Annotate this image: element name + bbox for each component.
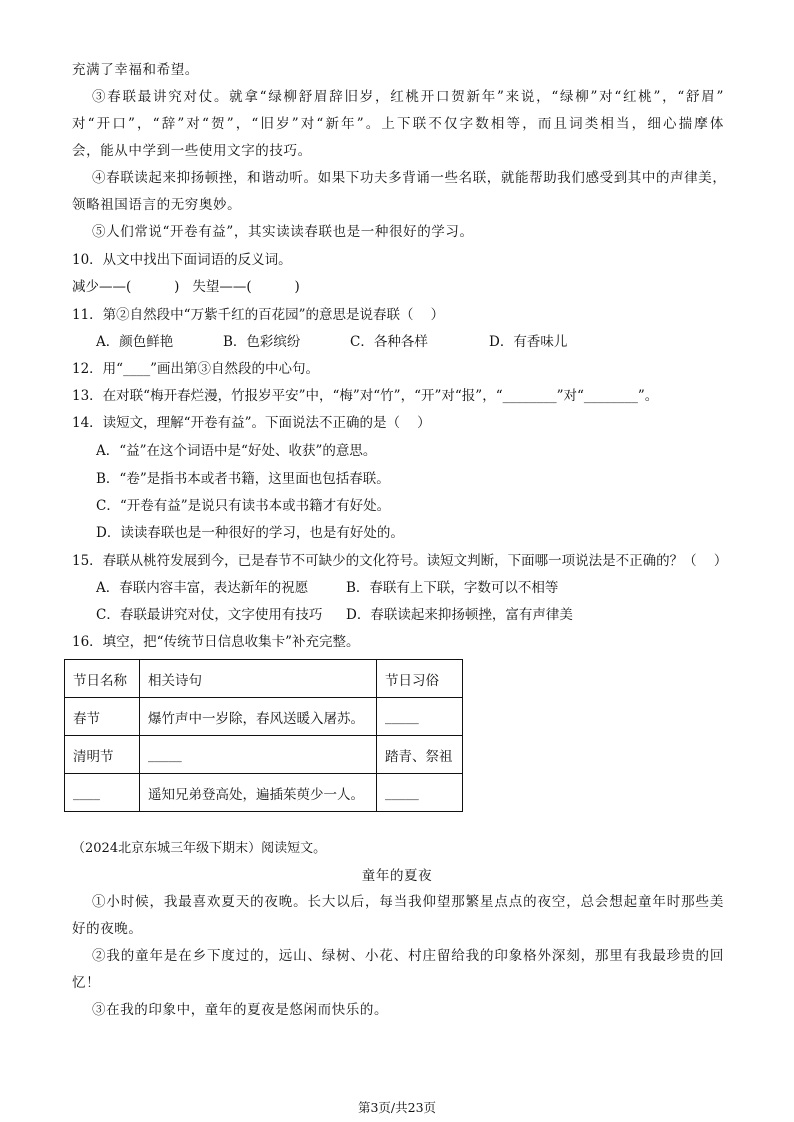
cell-custom: 踏青、祭祖 (377, 736, 463, 774)
cell-poem: 爆竹声中一岁除，春风送暖入屠苏。 (140, 698, 377, 736)
question-12: 12．用“____”画出第③自然段的中心句。 (72, 361, 319, 377)
festival-info-card (64, 659, 463, 812)
question-14-option-b[interactable]: B．“卷”是指书本或者书籍，这里面也包括春联。 (96, 471, 390, 487)
option-c[interactable]: C．春联最讲究对仗，文字使用有技巧 (96, 607, 323, 623)
question-11-options (96, 333, 567, 351)
passage-line: 领略祖国语言的无穷奥妙。 (72, 197, 242, 213)
cell-festival-name: 清明节 (65, 736, 140, 774)
table-row (65, 736, 463, 774)
passage-paragraph-5: ⑤人们常说“开卷有益”，其实读读春联也是一种很好的学习。 (92, 224, 474, 240)
question-10-answer-line: 减少——( ) 失望——( ) (72, 279, 300, 295)
cell-poem-blank[interactable]: _____ (140, 736, 377, 774)
cell-festival-name: 春节 (65, 698, 140, 736)
passage-line: 对“开口”，“辞”对“贺”，“旧岁”对“新年”。上下联不仅字数相等，而且词类相当，细心揣摩体 (72, 116, 724, 132)
question-13: 13．在对联“梅开春烂漫，竹报岁平安”中，“梅”对“竹”，“开”对“报”，“________”对“________”。 (72, 388, 659, 404)
cell-festival-name-blank[interactable]: ____ (65, 774, 140, 812)
option-b[interactable]: B．春联有上下联，字数可以不相等 (346, 580, 559, 596)
option-a[interactable]: A．春联内容丰富，表达新年的祝愿 (96, 580, 309, 596)
header-poem: 相关诗句 (140, 660, 377, 698)
page-footer: 第3页/共23页 (357, 1100, 437, 1115)
passage-line: 好的夜晚。 (72, 921, 143, 937)
question-14: 14．读短文，理解“开卷有益”。下面说法不正确的是（ ） (72, 415, 431, 431)
question-10: 10．从文中找出下面词语的反义词。 (72, 252, 292, 268)
table-header-row (65, 660, 463, 698)
question-14-option-a[interactable]: A．“益”在这个词语中是“好处、收获”的意思。 (96, 443, 377, 459)
question-15-options-row-1 (96, 579, 558, 597)
header-custom: 节日习俗 (377, 660, 463, 698)
passage-paragraph-4: ④春联读起来抑扬顿挫，和谐动听。如果下功夫多背诵一些名联，就能帮助我们感受到其中的声律美， (92, 170, 727, 186)
passage-paragraph-1: ①小时候，我最喜欢夏天的夜晚。长大以后，每当我仰望那繁星点点的夜空，总会想起童年时那些美 (92, 894, 724, 910)
option-b[interactable]: B．色彩缤纷 (223, 334, 301, 350)
option-a[interactable]: A．颜色鲜艳 (96, 334, 174, 350)
question-15-options-row-2 (96, 606, 573, 624)
passage-line: 充满了幸福和希望。 (72, 62, 199, 78)
option-d[interactable]: D．春联读起来抑扬顿挫，富有声律美 (346, 607, 573, 623)
option-d[interactable]: D．有香味儿 (489, 334, 568, 350)
passage-paragraph-2: ②我的童年是在乡下度过的，远山、绿树、小花、村庄留给我的印象格外深刻，那里有我最珍贵的回 (92, 948, 724, 964)
passage-paragraph-3: ③在我的印象中，童年的夏夜是悠闲而快乐的。 (92, 1002, 389, 1018)
table-row (65, 698, 463, 736)
option-c[interactable]: C．各种各样 (350, 334, 428, 350)
header-festival-name: 节日名称 (65, 660, 140, 698)
passage-paragraph-3: ③春联最讲究对仗。就拿“绿柳舒眉辞旧岁，红桃开口贺新年”来说，“绿柳”对“红桃”，“舒眉” (92, 89, 724, 105)
question-14-option-c[interactable]: C．“开卷有益”是说只有读书本或书籍才有好处。 (96, 498, 391, 514)
passage-line: 忆！ (72, 975, 101, 991)
cell-custom-blank[interactable]: _____ (377, 698, 463, 736)
question-16: 16．填空，把“传统节日信息收集卡”补充完整。 (72, 634, 360, 650)
question-14-option-d[interactable]: D．读读春联也是一种很好的学习，也是有好处的。 (96, 525, 404, 541)
question-11: 11．第②自然段中“万紫千红的百花园”的意思是说春联（ ） (72, 307, 445, 323)
cell-custom-blank[interactable]: _____ (377, 774, 463, 812)
passage-source: （2024北京东城三年级下期末）阅读短文。 (72, 841, 327, 856)
passage-line: 会，能从中学到一些使用文字的技巧。 (72, 143, 312, 159)
table-row (65, 774, 463, 812)
cell-poem: 遥知兄弟登高处，遍插茱萸少一人。 (140, 774, 377, 812)
passage-title: 童年的夏夜 (361, 868, 433, 884)
question-15: 15．春联从桃符发展到今，已是春节不可缺少的文化符号。读短文判断，下面哪一项说法是不正确的？（ ） (72, 553, 728, 569)
